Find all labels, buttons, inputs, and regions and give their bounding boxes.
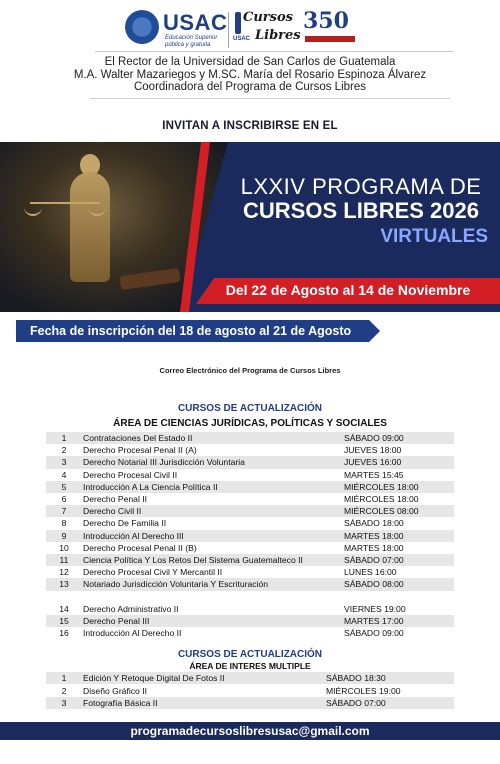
course-number: 3 [61, 698, 67, 708]
course-schedule: MARTES 18:00 [344, 542, 404, 553]
invitation-heading: INVITAN A INSCRIBIRSE EN EL [162, 120, 338, 132]
table-row [46, 685, 454, 697]
usac-seal-logo [125, 10, 159, 44]
section-1-title: CURSOS DE ACTUALIZACIÓN [177, 403, 323, 414]
course-number: 1 [61, 433, 67, 443]
course-schedule: VIERNES 19:00 [344, 604, 406, 614]
course-name: Derecho Procesal Civil II [83, 469, 178, 480]
anniversary-logo [303, 8, 357, 48]
table-row [46, 469, 454, 481]
contact-email[interactable]: programadecursoslibresusac@gmail.com [130, 724, 370, 738]
scales-pan-left [24, 204, 42, 216]
table-row [46, 542, 454, 554]
course-number: 9 [61, 530, 67, 541]
course-schedule: MIÉRCOLES 18:00 [344, 494, 419, 504]
table-row [46, 697, 454, 709]
intro-line-1: El Rector de la Universidad de San Carlos de Guatemala [104, 56, 396, 68]
course-number: 13 [59, 579, 69, 590]
course-schedule: SÁBADO 09:00 [344, 433, 404, 443]
course-name: Notariado Jurisdicción Voluntaria Y Escrituración [83, 579, 269, 590]
course-number: 3 [61, 457, 67, 468]
cursos-libres-bottom-text: Libres [255, 28, 301, 43]
course-number: 14 [59, 604, 69, 614]
course-name: Introducción A La Ciencia Política II [83, 481, 218, 492]
course-schedule: MARTES 17:00 [344, 616, 404, 627]
course-number: 12 [59, 567, 69, 578]
course-number: 7 [61, 506, 67, 517]
table-row [46, 505, 454, 517]
registration-dates: Fecha de inscripción del 18 de agosto al 21 de Agosto [30, 324, 352, 338]
course-name: Derecho Notarial III Jurisdicción Voluntaria [83, 457, 245, 468]
table-row [46, 444, 454, 456]
table-row [46, 603, 454, 615]
course-name: Diseño Gráfico II [83, 685, 147, 696]
course-name: Derecho Penal III [83, 616, 150, 627]
course-name: Derecho Procesal Penal II (B) [83, 542, 197, 553]
course-name: Derecho Civil II [83, 506, 142, 517]
course-name: Contrataciones Del Estado II [83, 433, 193, 443]
table-row [46, 627, 454, 639]
course-number: 2 [61, 685, 67, 696]
course-schedule: LUNES 16:00 [344, 567, 397, 578]
section-2-subtitle: ÁREA DE INTERES MULTIPLE [189, 661, 311, 671]
course-name: Derecho Administrativo II [83, 604, 179, 614]
course-schedule: MIÉRCOLES 08:00 [344, 506, 419, 517]
cursos-libres-top-text: Cursos [243, 10, 293, 25]
course-name: Introducción Al Derecho III [83, 530, 184, 541]
anniversary-ribbon [305, 36, 355, 42]
course-schedule: MARTES 15:45 [344, 469, 404, 480]
header-divider [95, 51, 453, 52]
course-number: 15 [59, 616, 69, 627]
intro-line-2: M.A. Walter Mazariegos y M.SC. María del Rosario Espinoza Álvarez [73, 69, 427, 81]
section-1-subtitle: ÁREA DE CIENCIAS JURÍDICAS, POLÍTICAS Y SOCIALES [113, 418, 387, 429]
logo-divider [228, 12, 229, 48]
course-schedule: MIÉRCOLES 19:00 [326, 685, 401, 696]
table-row [46, 456, 454, 468]
course-name: Derecho Procesal Penal II (A) [83, 445, 197, 456]
cursos-libres-mark [235, 12, 241, 34]
course-number: 1 [61, 673, 67, 683]
intro-line-3: Coordinadora del Programa de Cursos Libres [133, 81, 367, 93]
course-schedule: SÁBADO 07:00 [344, 555, 404, 565]
course-name: Ciencia Política Y Los Retos Del Sistema Guatemalteco II [83, 555, 303, 565]
course-number: 16 [59, 628, 69, 639]
course-schedule: SÁBADO 09:00 [344, 628, 404, 639]
statue-body [70, 172, 110, 282]
gavel-icon [119, 268, 180, 290]
course-number: 10 [59, 542, 69, 553]
cursos-libres-usac-text: USAC [233, 36, 251, 42]
table-row [46, 578, 454, 590]
cursos-libres-logo [233, 10, 299, 50]
course-schedule: SÁBADO 18:30 [326, 673, 386, 683]
course-name: Fotografía Básica II [83, 698, 158, 708]
course-schedule: SÁBADO 07:00 [326, 698, 386, 708]
course-name: Derecho Penal II [83, 494, 148, 504]
course-number: 4 [61, 469, 67, 480]
course-schedule: MIÉRCOLES 18:00 [344, 481, 419, 492]
course-name: Derecho Procesal Civil Y Mercantil II [83, 567, 223, 578]
course-schedule: SÁBADO 08:00 [344, 579, 404, 590]
table-row [46, 493, 454, 505]
table-row [46, 615, 454, 627]
course-number: 5 [61, 481, 67, 492]
course-schedule: SÁBADO 18:00 [344, 518, 404, 529]
course-name: Introducción Al Derecho II [83, 628, 182, 639]
table-row [46, 672, 454, 684]
hero-title-line-3: VIRTUALES [380, 226, 488, 247]
course-number: 6 [61, 494, 67, 504]
course-schedule: MARTES 18:00 [344, 530, 404, 541]
section-2-title: CURSOS DE ACTUALIZACIÓN [177, 649, 323, 660]
course-number: 2 [61, 445, 67, 456]
email-label: Correo Electrónico del Programa de Cursos Libres [159, 366, 341, 375]
hero-title-line-2: CURSOS LIBRES 2026 [243, 198, 479, 223]
table-row [46, 530, 454, 542]
course-schedule: JUEVES 18:00 [344, 445, 402, 456]
table-row [46, 481, 454, 493]
course-number: 8 [61, 518, 67, 529]
usac-tagline: Educación Superior pública y gratuita [165, 35, 218, 48]
table-row [46, 554, 454, 566]
header-logos [0, 6, 500, 50]
course-schedule: JUEVES 16:00 [344, 457, 402, 468]
anniversary-number: 350 [303, 8, 349, 34]
course-number: 11 [59, 555, 69, 565]
course-name: Derecho De Familia II [83, 518, 167, 529]
table-row [46, 432, 454, 444]
intro-divider [90, 98, 450, 99]
hero-title-line-1: LXXIV PROGRAMA DE [240, 174, 482, 199]
usac-logo-text: USAC [163, 10, 228, 35]
table-row [46, 517, 454, 529]
course-name: Edición Y Retoque Digital De Fotos II [83, 673, 225, 683]
program-dates: Del 22 de Agosto al 14 de Noviembre [225, 282, 471, 298]
table-row [46, 566, 454, 578]
